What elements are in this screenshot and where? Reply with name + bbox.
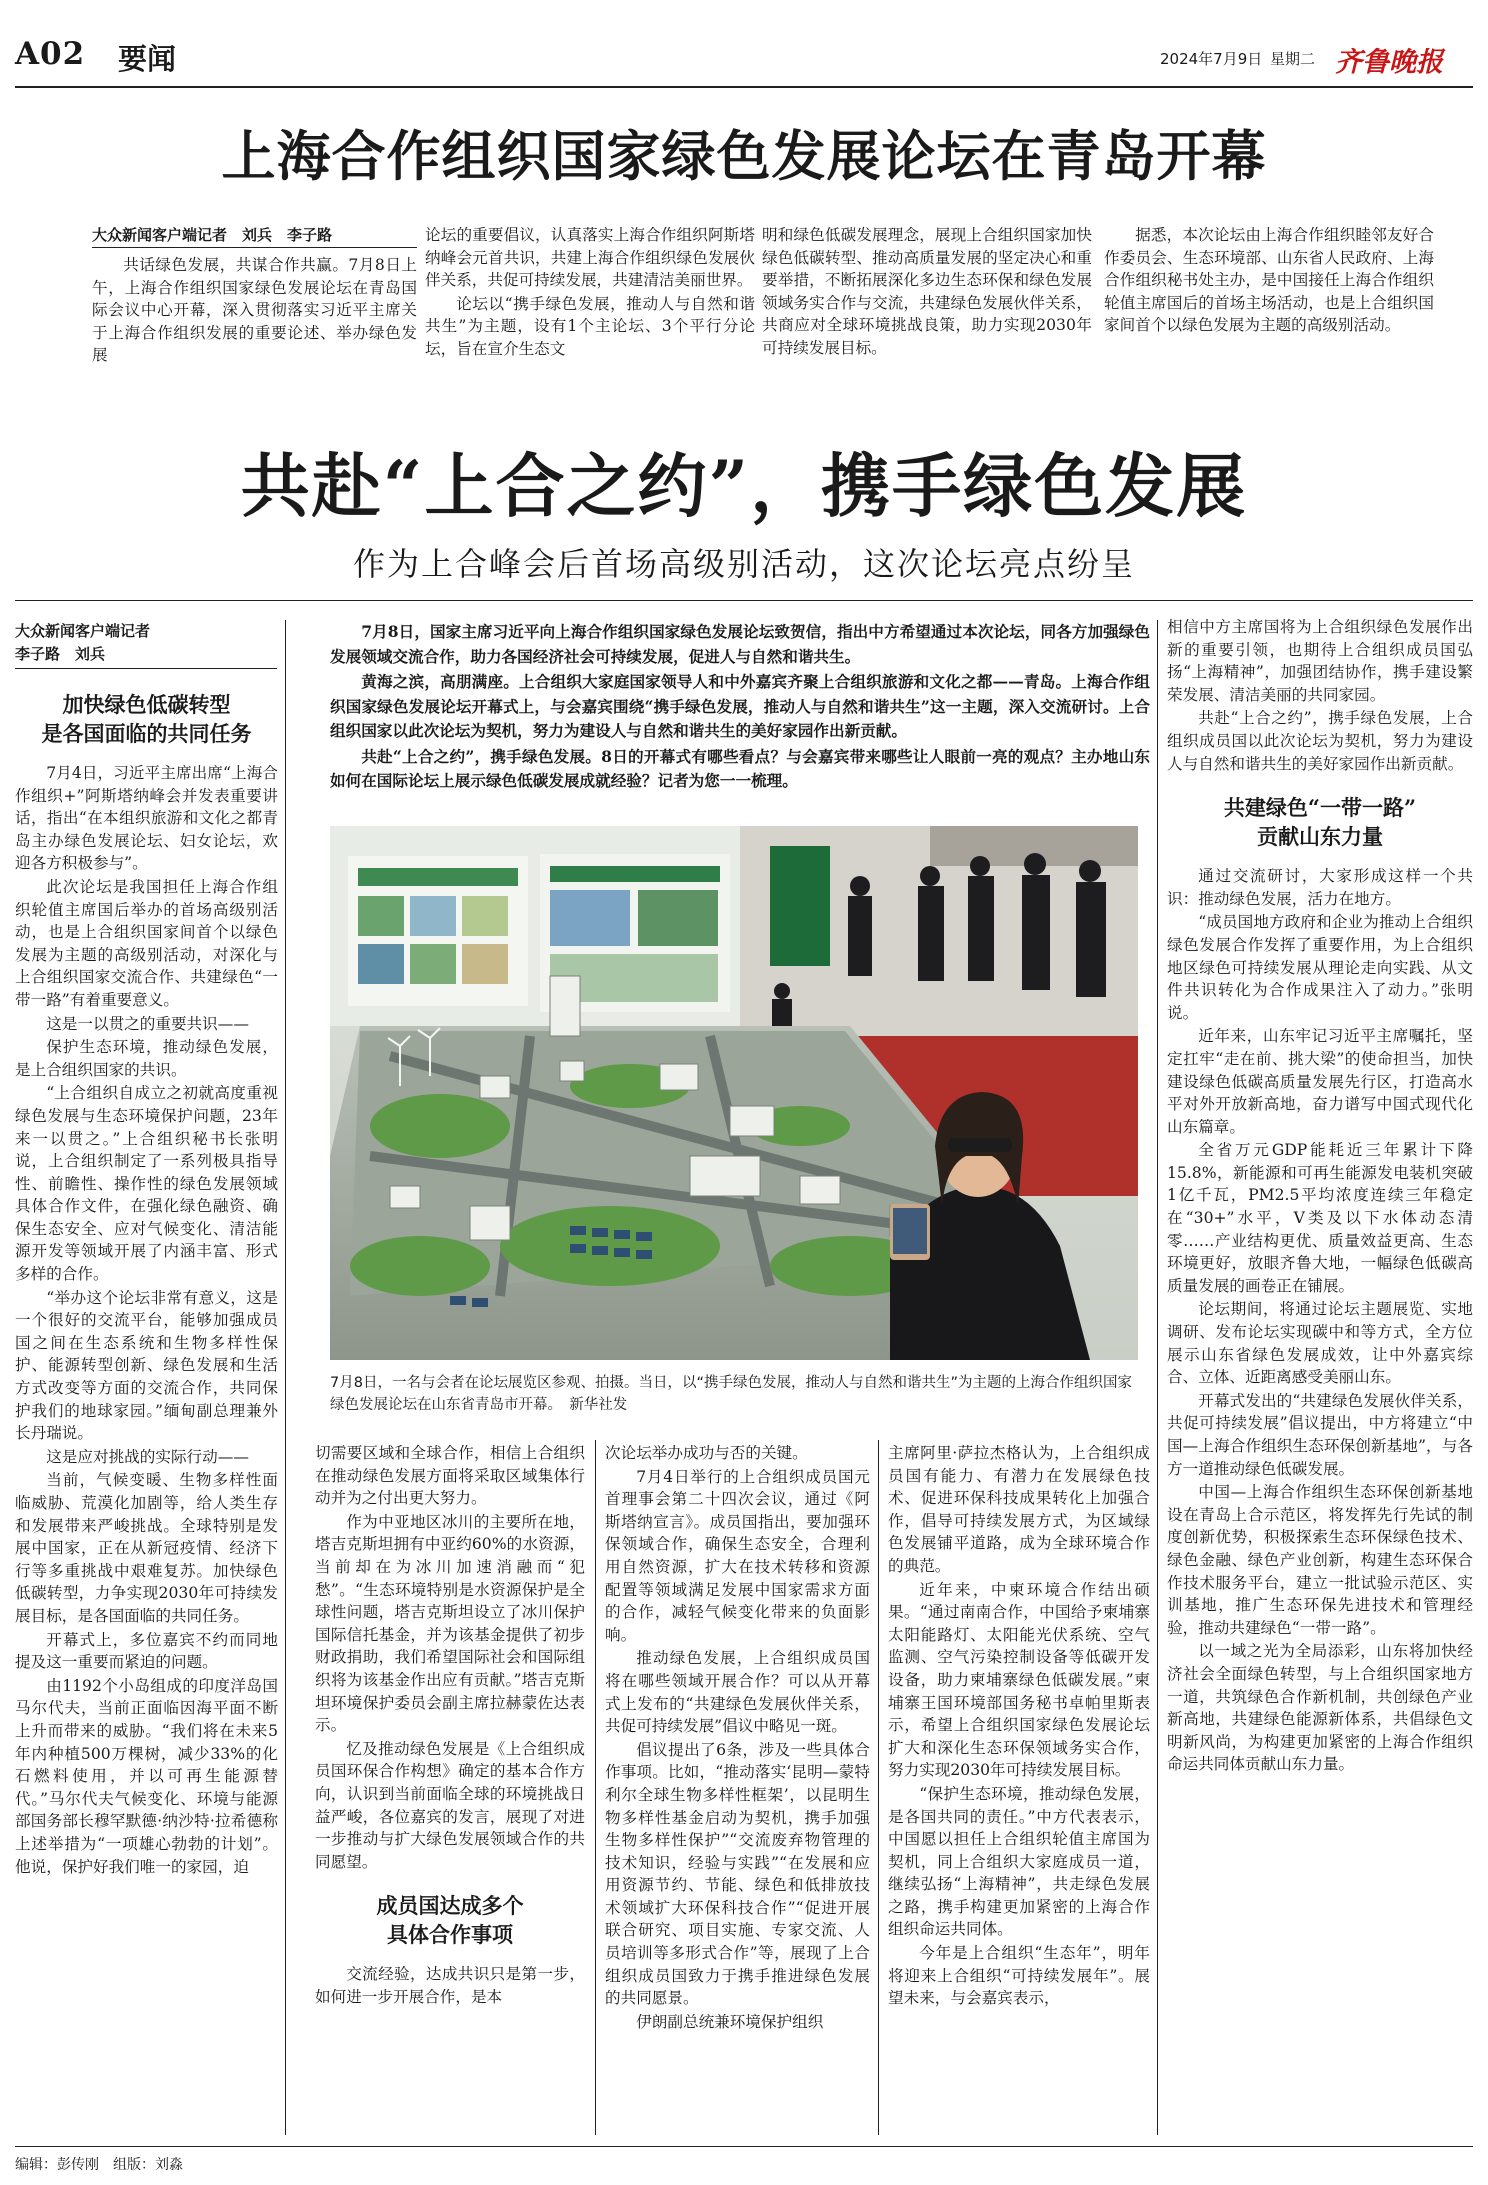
body-paragraph: 近年来，中柬环境合作结出硕果。“通过南南合作，中国给予柬埔寨太阳能路灯、太阳能光伏系统、空气监测、空气污染控制设备等低碳开发设备，助力柬埔寨绿色低碳发展。”柬埔寨王国环境部国务秘书卓帕里斯表示，希望上合组织国家绿色发展论坛扩大和深化生态环保领域务实合作，努力实现2030年可持续发展目标。	[888, 1580, 1150, 1780]
story1-byline: 大众新闻客户端记者 刘兵 李子路	[92, 226, 333, 244]
body-paragraph: 中国—上海合作组织生态环保创新基地设在青岛上合示范区，将发挥先行先试的制度创新优势，积极探索生态环保绿色技术、绿色金融、绿色产业创新，构建生态环保合作技术服务平台，建立一批试验示范区、实训基地，推广生态环保先进技术和管理经验，推动共建绿色“一带一路”。	[1167, 1483, 1473, 1637]
body-paragraph: 开幕式发出的“共建绿色发展伙伴关系，共促可持续发展”倡议提出，中方将建立“中国—上海合作组织生态环保创新基地”，与各方一道推动绿色低碳发展。	[1167, 1391, 1473, 1478]
body-paragraph: 交流经验，达成共识只是第一步，如何进一步开展合作，是本	[315, 1965, 585, 2006]
body-paragraph: 7月4日，习近平主席出席“上海合作组织+”阿斯塔纳峰会并发表重要讲话，指出“在本组织旅游和文化之都青岛主办绿色发展论坛、妇女论坛，欢迎各方积极参与”。	[15, 764, 278, 873]
issue-weekday: 星期二	[1270, 50, 1316, 68]
story1-paragraph: 明和绿色低碳发展理念，展现上合组织国家加快绿色低碳转型、推动高质量发展的坚定决心和重要举措，不断拓展深化多边生态环保和绿色发展领域务实合作与交流，共建绿色发展伙伴关系，共商应对全球环境挑战良策，助力实现2030年可持续发展目标。	[762, 226, 1092, 357]
news-photo	[330, 826, 1138, 1360]
issue-date: 2024年7月9日	[1160, 50, 1263, 68]
body-paragraph: 7月4日举行的上合组织成员国元首理事会第二十四次会议，通过《阿斯塔纳宣言》。成员国指出，要加强环保领域合作，确保生态安全，合理利用自然资源，扩大在技术转移和资源配置等领域满足发展中国家需求方面的合作，减轻气候变化带来的负面影响。	[605, 1467, 870, 1644]
body-paragraph: “保护生态环境，推动绿色发展，是各国共同的责任。”中方代表表示，中国愿以担任上合组织轮值主席国为契机，同上合组织大家庭成员一道，继续弘扬“上海精神”，共走绿色发展之路，携手构建更加紧密的上海合作组织命运共同体。	[888, 1784, 1150, 1939]
body-paragraph: 主席阿里·萨拉杰格认为，上合组织成员国有能力、有潜力在发展绿色技术、促进环保科技成果转化上加强合作，倡导可持续发展方式，为区域绿色发展铺平道路，成为全球环境合作的典范。	[888, 1444, 1150, 1575]
lead-paragraph: 共赴“上合之约”，携手绿色发展。8日的开幕式有哪些看点？与会嘉宾带来哪些让人眼前一亮的观点？主办地山东如何在国际论坛上展示绿色低碳发展成就经验？记者为您一一梳理。	[330, 746, 1150, 790]
body-paragraph: “上合组织自成立之初就高度重视绿色发展与生态环境保护问题，23年来一以贯之。”上合组织秘书长张明说，上合组织制定了一系列极具指导性、前瞻性、操作性的绿色发展领域具体合作文件，在强化绿色融资、确保生态安全、应对气候变化、清洁能源开发等领域开展了内涵丰富、形式多样的合作。	[15, 1084, 278, 1284]
left-column	[15, 690, 278, 2130]
story1-paragraph: 论坛以“携手绿色发展，推动人与自然和谐共生”为主题，设有1个主论坛、3个平行分论坛，旨在宣介生态文	[425, 294, 755, 358]
left-subhead: 加快绿色低碳转型 是各国面临的共同任务	[41, 692, 252, 746]
story2-byline-line1: 大众新闻客户端记者	[15, 622, 151, 640]
column-rule-right	[1157, 620, 1158, 2135]
column-rule-left	[285, 620, 286, 2135]
story1-headline: 上海合作组织国家绿色发展论坛在青岛开幕	[221, 124, 1267, 188]
body-paragraph: 今年是上合组织“生态年”，明年将迎来上合组织“可持续发展年”。展望未来，与会嘉宾表示，	[888, 1944, 1150, 2008]
mid-column-2	[605, 1442, 870, 2132]
mid-column-3	[888, 1442, 1150, 2132]
story1-column-2	[425, 224, 755, 414]
photo-caption: 7月8日，一名与会者在论坛展览区参观、拍摄。当日，以“携手绿色发展，推动人与自然和谐共生”为主题的上海合作组织国家绿色发展论坛在山东省青岛市开幕。 新华社发	[330, 1375, 1132, 1413]
header-rule	[15, 86, 1473, 88]
body-paragraph: 推动绿色发展，上合组织成员国将在哪些领域开展合作？可以从开幕式上发布的“共建绿色发展伙伴关系，共促可持续发展”倡议中略见一斑。	[605, 1649, 870, 1736]
body-paragraph: 开幕式上，多位嘉宾不约而同地提及这一重要而紧迫的问题。	[15, 1630, 278, 1672]
story1-column-1	[92, 254, 417, 414]
story1-paragraph: 据悉，本次论坛由上海合作组织睦邻友好合作委员会、生态环境部、山东省人民政府、上海合作组织秘书处主办，是中国接任上海合作组织轮值主席国后的首场主场活动，也是上合组织国家间首个以绿色发展为主题的高级别活动。	[1104, 226, 1434, 335]
mid-subhead: 成员国达成多个 具体合作事项	[376, 1893, 524, 1948]
mid-column-1	[315, 1442, 585, 2132]
divider-rule	[15, 600, 1473, 601]
body-paragraph: 此次论坛是我国担任上海合作组织轮值主席国后举办的首场高级别活动，也是上合组织国家间首个以绿色发展为主题的高级别活动，对深化与上合组织国家交流合作、共建绿色“一带一路”有着重要意义。	[15, 877, 278, 1009]
body-paragraph: 次论坛举办成功与否的关键。	[605, 1444, 808, 1462]
body-paragraph: 伊朗副总统兼环境保护组织	[636, 2012, 824, 2031]
section-name: 要闻	[118, 42, 177, 76]
body-paragraph: 保护生态环境，推动绿色发展，是上合组织国家的共识。	[15, 1038, 278, 1079]
body-paragraph: 相信中方主席国将为上合组织绿色发展作出新的重要引领，也期待上合组织成员国弘扬“上海精神”，加强团结协作，携手建设繁荣发展、清洁美丽的共同家园。	[1167, 618, 1473, 704]
story2-lead	[330, 620, 1150, 820]
lead-paragraph: 黄海之滨，高朋满座。上合组织大家庭国家领导人和中外嘉宾齐聚上合组织旅游和文化之都——青岛。上海合作组织国家绿色发展论坛开幕式上，与会嘉宾围绕“携手绿色发展，推动人与自然和谐共生”这一主题，深入交流研讨。上合组织国家以此次论坛为契机，努力为建设人与自然和谐共生的美好家园作出新贡献。	[330, 672, 1150, 740]
body-paragraph: 倡议提出了6条，涉及一些具体合作事项。比如，“推动落实‘昆明—蒙特利尔全球生物多样性框架’，以昆明生物多样性基金启动为契机，携手加强生物多样性保护”“交流废弃物管理的技术知识，经验与实践”“在发展和应用资源节约、节能、绿色和低排放技术领域扩大环保科技合作”“促进开展联合研究、项目实施、专家交流、人员培训等多形式合作”等，展现了上合组织成员国致力于携手推进绿色发展的共同愿景。	[605, 1740, 870, 2008]
story1-paragraph: 共话绿色发展，共谋合作共赢。7月8日上午，上海合作组织国家绿色发展论坛在青岛国际会议中心开幕，深入贯彻落实习近平主席关于上海合作组织发展的重要论述、举办绿色发展	[92, 256, 417, 365]
body-paragraph: 全省万元GDP能耗近三年累计下降15.8%，新能源和可再生能源发电装机突破1亿千瓦，PM2.5平均浓度连续三年稳定在“30+”水平，V类及以下水体动态清零……产业结构更优、质量效益更高、生态环境更好，放眼齐鲁大地，一幅绿色低碳高质量发展的画卷正在铺展。	[1167, 1141, 1473, 1295]
exhibition-model-photo	[330, 826, 1138, 1360]
lead-paragraph: 7月8日，国家主席习近平向上海合作组织国家绿色发展论坛致贺信，指出中方希望通过本次论坛，同各方加强绿色发展领域交流合作，助力各国经济社会可持续发展，促进人与自然和谐共生。	[330, 622, 1150, 666]
story1-column-4	[1104, 224, 1434, 414]
body-paragraph: 以一域之光为全局添彩，山东将加快经济社会全面绿色转型，与上合组织国家地方一道，共筑绿色合作新机制，共创绿色产业新高地，共建绿色能源新体系，共倡绿色文明新风尚，为构建更加紧密的上海合作组织命运共同体贡献山东力量。	[1167, 1642, 1473, 1774]
story2-headline: 共赴“上合之约”，携手绿色发展	[240, 446, 1248, 527]
body-paragraph: 通过交流研讨，大家形成这样一个共识：推动绿色发展，活力在地方。	[1167, 867, 1473, 908]
column-rule-mid1	[595, 1440, 596, 2135]
newspaper-logo: 齐鲁晚报	[1335, 47, 1443, 78]
body-paragraph: 忆及推动绿色发展是《上合组织成员国环保合作构想》确定的基本合作方向，认识到当前面临全球的环境挑战日益严峻，各位嘉宾的发言，展现了对进一步推动与扩大绿色发展领域合作的共同愿望。	[315, 1739, 585, 1871]
body-paragraph: 切需要区域和全球合作，相信上合组织在推动绿色发展方面将采取区域集体行动并为之付出更大努力。	[315, 1444, 585, 1508]
footer-editors: 编辑：彭传刚 组版：刘淼	[15, 2157, 183, 2173]
right-subhead: 共建绿色“一带一路” 贡献山东力量	[1223, 795, 1417, 850]
footer-rule	[15, 2146, 1473, 2147]
page-number: A02	[15, 36, 86, 72]
body-paragraph: “成员国地方政府和企业为推动上合组织绿色发展合作发挥了重要作用，为上合组织地区绿色可持续发展从理论走向实践、从文件共识转化为合作成果注入了动力。”张明说。	[1167, 913, 1473, 1022]
story1-paragraph: 论坛的重要倡议，认真落实上海合作组织阿斯塔纳峰会元首共识，共建上海合作组织绿色发展伙伴关系，共促可持续发展，共建清洁美丽世界。	[425, 226, 755, 290]
story1-column-3	[762, 224, 1092, 414]
right-column	[1167, 616, 1473, 2132]
body-paragraph: 由1192个小岛组成的印度洋岛国马尔代夫，当前正面临因海平面不断上升而带来的威胁。“我们将在未来5年内种植500万棵树，减少33%的化石燃料使用，并以可再生能源替代。”马尔代夫气候变化、环境与能源部国务部长穆罕默德·纳沙特·拉希德称上述举措为“一项雄心勃勃的计划”。他说，保护好我们唯一的家园，迫	[15, 1676, 278, 1876]
story2-byline-line2: 李子路 刘兵	[15, 645, 106, 663]
story2-subheadline: 作为上合峰会后首场高级别活动，这次论坛亮点纷呈	[352, 545, 1135, 583]
body-paragraph: 共赴“上合之约”，携手绿色发展，上合组织成员国以此次论坛为契机，努力为建设人与自然和谐共生的美好家园作出新贡献。	[1167, 709, 1473, 773]
body-paragraph: 作为中亚地区冰川的主要所在地，塔吉克斯坦拥有中亚约60%的水资源，当前却在为冰川加速消融而“犯愁”。“生态环境特别是水资源保护是全球性问题，塔吉克斯坦设立了冰川保护国际信托基金，并为该基金提供了初步财政捐助，我们希望国际社会和国际组织将为该基金作出应有贡献。”塔吉克斯坦环境保护委员会副主席拉赫蒙佐达表示。	[315, 1512, 585, 1735]
column-rule-mid2	[878, 1440, 879, 2135]
body-paragraph: 当前，气候变暖、生物多样性面临威胁、荒漠化加剧等，给人类生存和发展带来严峻挑战。全球特别是发展中国家，正在从新冠疫情、经济下行等多重挑战中艰难复苏。加快绿色低碳转型，力争实现2030年可持续发展目标，是各国面临的共同任务。	[15, 1471, 278, 1625]
body-paragraph: 近年来，山东牢记习近平主席嘱托，坚定扛牢“走在前、挑大梁”的使命担当，加快建设绿色低碳高质量发展先行区，打造高水平对外开放新高地，奋力谱写中国式现代化山东篇章。	[1167, 1027, 1473, 1136]
body-paragraph: 这是一以贯之的重要共识——	[46, 1014, 249, 1033]
left-byline-rule	[15, 668, 277, 669]
body-paragraph: 论坛期间，将通过论坛主题展览、实地调研、发布论坛实现碳中和等方式，全方位展示山东省绿色发展成效，让中外嘉宾综合、立体、近距离感受美丽山东。	[1167, 1300, 1473, 1387]
body-paragraph: 这是应对挑战的实际行动——	[46, 1447, 249, 1466]
body-paragraph: “举办这个论坛非常有意义，这是一个很好的交流平台，能够加强成员国之间在生态系统和生物多样性保护、能源转型创新、绿色发展和生活方式改变等方面的交流合作，共同保护我们的地球家园。”缅甸副总理兼外长丹瑞说。	[15, 1288, 278, 1443]
byline-rule	[92, 247, 417, 248]
